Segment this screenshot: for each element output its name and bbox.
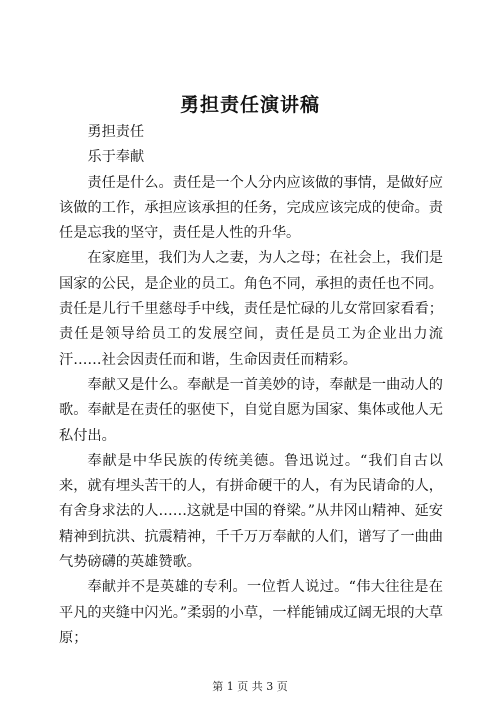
paragraph: 奉献并不是英雄的专利。一位哲人说过。“伟大往往是在平凡的夹缝中闪光。”柔弱的小草，一样能铺成辽阔无垠的大草原；: [59, 579, 443, 646]
paragraph: 奉献是中华民族的传统美德。鲁迅说过。“我们自古以来，就有埋头苦干的人，有拼命硬干的人，有为民请命的人，有舍身求法的人……这就是中国的脊梁。”从井冈山精神、延安精神到抗洪、抗震精神，千千万万奉献的人们，谱写了一曲曲气势磅礴的英雄赞歌。: [59, 452, 443, 571]
document-body: [59, 120, 443, 651]
paragraph: 奉献又是什么。奉献是一首美妙的诗，奉献是一曲动人的歌。奉献是在责任的驱使下，自觉自愿为国家、集体或他人无私付出。: [59, 376, 443, 444]
paragraph-subtitle-1: 勇担责任: [87, 124, 145, 140]
page-footer: 第 1 页 共 3 页: [212, 680, 288, 693]
paragraph-subtitle-2: 乐于奉献: [87, 149, 145, 166]
paragraph: 责任是什么。责任是一个人分内应该做的事情，是做好应该做的工作，承担应该承担的任务，完成应该完成的使命。责任是忘我的坚守，责任是人性的升华。: [59, 174, 443, 242]
paragraph: 在家庭里，我们为人之妻，为人之母；在社会上，我们是国家的公民，是企业的员工。角色不同，承担的责任也不同。责任是儿行千里慈母手中线，责任是忙碌的儿女常回家看看；责任是领导给员工的发展空间，责任是员工为企业出力流汗……社会因责任而和谐，生命因责任而精彩。: [59, 250, 443, 368]
document-title: 勇担责任演讲稿: [179, 94, 320, 116]
